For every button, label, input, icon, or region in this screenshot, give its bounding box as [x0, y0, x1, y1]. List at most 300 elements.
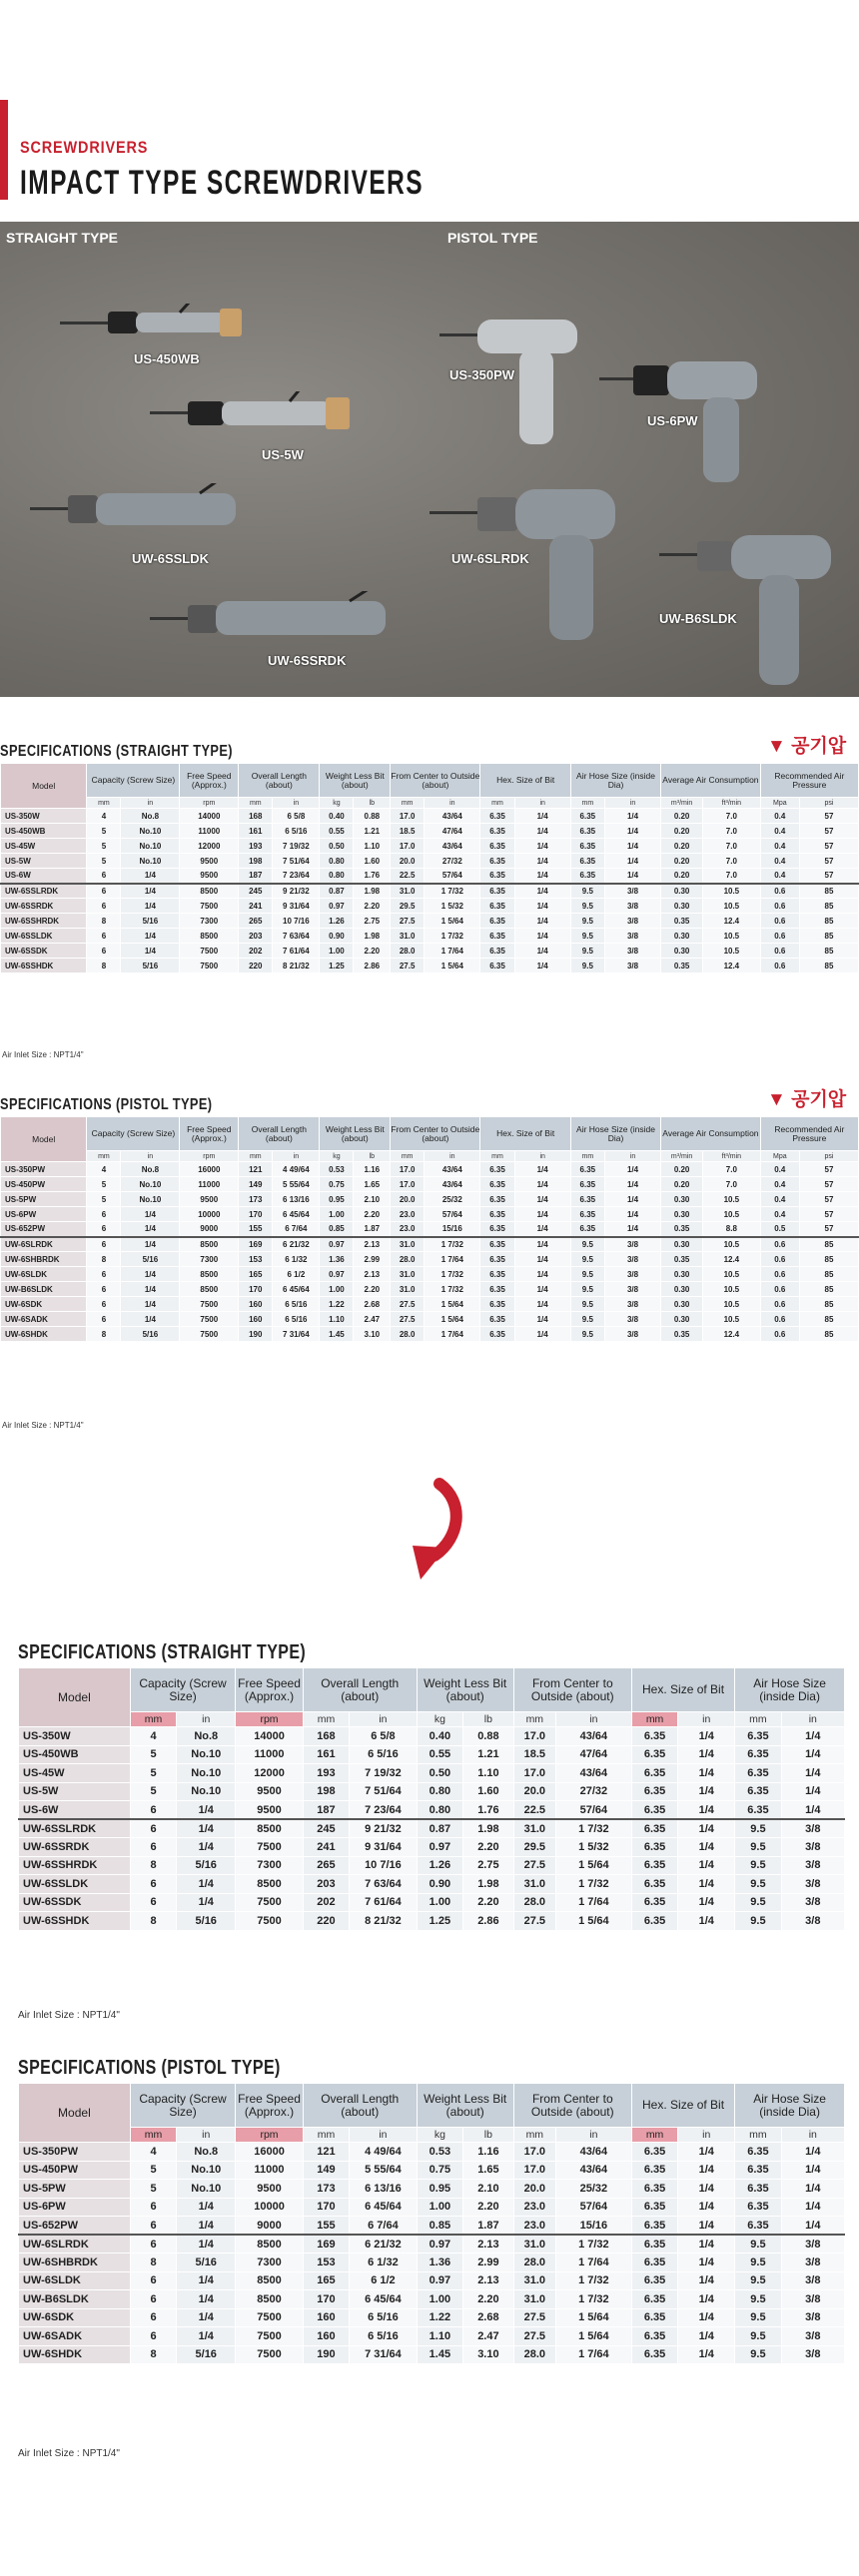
value-cell: 11000: [236, 2161, 304, 2180]
unit-cell: m³/min: [661, 798, 703, 809]
value-cell: 3/8: [781, 2271, 844, 2290]
center-header: From Center to Outside (about): [391, 1117, 480, 1151]
value-cell: 9.5: [735, 1893, 781, 1912]
value-cell: 1/4: [514, 929, 570, 944]
value-cell: 1/4: [121, 1267, 180, 1282]
value-cell: 25/32: [425, 1192, 480, 1207]
model-cell: US-350W: [1, 809, 87, 824]
value-cell: No.10: [121, 839, 180, 854]
hex-header: Hex. Size of Bit: [631, 1668, 734, 1712]
value-cell: 1/4: [514, 839, 570, 854]
value-cell: 43/64: [555, 2161, 631, 2180]
value-cell: 3/8: [781, 1893, 844, 1912]
value-cell: 1.65: [354, 1177, 391, 1192]
unit-cell: mm: [735, 1712, 781, 1727]
value-cell: 15/16: [425, 1222, 480, 1237]
model-cell: UW-6SSLRDK: [1, 884, 87, 899]
value-cell: 1.22: [320, 1297, 354, 1312]
value-cell: 190: [303, 2345, 349, 2364]
value-cell: 6: [130, 2308, 176, 2327]
capacity-header: Capacity (Screw Size): [130, 1668, 235, 1712]
value-cell: 6.35: [480, 839, 514, 854]
model-cell: US-652PW: [19, 2217, 131, 2236]
value-cell: 10.5: [703, 1192, 761, 1207]
value-cell: 1 7/64: [425, 1252, 480, 1267]
value-cell: 160: [239, 1312, 273, 1327]
unit-cell: Mpa: [760, 798, 799, 809]
model-cell: US-6PW: [19, 2198, 131, 2217]
value-cell: 203: [303, 1875, 349, 1894]
value-cell: 7 63/64: [273, 929, 320, 944]
capacity-header: Capacity (Screw Size): [87, 764, 180, 798]
value-cell: 160: [239, 1297, 273, 1312]
value-cell: 1/4: [177, 1875, 236, 1894]
value-cell: 7500: [236, 2327, 304, 2346]
value-cell: 5 55/64: [273, 1177, 320, 1192]
value-cell: 0.88: [463, 1727, 514, 1746]
value-cell: 6: [130, 2235, 176, 2254]
unit-cell: mm: [303, 1712, 349, 1727]
value-cell: 3/8: [781, 1819, 844, 1838]
weight-header: Weight Less Bit (about): [417, 2084, 513, 2128]
value-cell: 0.6: [760, 1237, 799, 1252]
table-row: [1, 899, 859, 914]
value-cell: 18.5: [391, 824, 425, 839]
unit-cell: mm: [513, 2128, 555, 2143]
value-cell: 203: [239, 929, 273, 944]
value-cell: 1/4: [678, 2308, 735, 2327]
value-cell: 6.35: [631, 1912, 677, 1931]
value-cell: 6.35: [631, 2180, 677, 2199]
overall-length-header: Overall Length (about): [303, 2084, 417, 2128]
value-cell: 17.0: [513, 2143, 555, 2162]
model-cell: US-450PW: [19, 2161, 131, 2180]
value-cell: 3/8: [781, 2327, 844, 2346]
value-cell: 0.6: [760, 959, 799, 973]
value-cell: 6 5/8: [350, 1727, 418, 1746]
value-cell: 241: [239, 899, 273, 914]
value-cell: 6.35: [480, 1177, 514, 1192]
value-cell: 43/64: [555, 2143, 631, 2162]
value-cell: 7 31/64: [350, 2345, 418, 2364]
value-cell: 1.87: [354, 1222, 391, 1237]
value-cell: 6.35: [480, 944, 514, 959]
value-cell: 1.25: [417, 1912, 462, 1931]
value-cell: 1.36: [417, 2254, 462, 2272]
value-cell: 1/4: [678, 1819, 735, 1838]
unit-cell: rpm: [236, 2128, 304, 2143]
value-cell: 0.88: [354, 809, 391, 824]
value-cell: 0.53: [417, 2143, 462, 2162]
value-cell: 202: [239, 944, 273, 959]
value-cell: 0.87: [417, 1819, 462, 1838]
value-cell: 27.5: [513, 1912, 555, 1931]
free-speed-header: Free Speed (Approx.): [180, 1117, 239, 1151]
value-cell: 1/4: [678, 1856, 735, 1875]
value-cell: 1/4: [604, 1192, 660, 1207]
unit-cell: mm: [239, 1151, 273, 1162]
us-450wb-tool-image: [60, 304, 260, 343]
value-cell: 27.5: [391, 959, 425, 973]
value-cell: 1/4: [781, 1727, 844, 1746]
unit-cell: ft³/min: [703, 1151, 761, 1162]
table-row: [19, 2271, 845, 2290]
value-cell: 7 23/64: [350, 1801, 418, 1820]
value-cell: 6.35: [631, 1875, 677, 1894]
value-cell: 2.47: [354, 1312, 391, 1327]
value-cell: 2.20: [463, 2198, 514, 2217]
value-cell: 7500: [180, 959, 239, 973]
value-cell: 1/4: [121, 1312, 180, 1327]
value-cell: 1.16: [354, 1162, 391, 1177]
unit-cell: in: [781, 1712, 844, 1727]
value-cell: 10.5: [703, 1237, 761, 1252]
model-cell: UW-6SDK: [1, 1297, 87, 1312]
value-cell: 165: [303, 2271, 349, 2290]
value-cell: 6.35: [735, 2161, 781, 2180]
value-cell: 2.20: [463, 1893, 514, 1912]
value-cell: No.8: [121, 809, 180, 824]
value-cell: 1 7/32: [555, 2290, 631, 2309]
value-cell: 3/8: [781, 2290, 844, 2309]
table-row: [1, 1177, 859, 1192]
unit-cell: mm: [391, 1151, 425, 1162]
value-cell: 57: [799, 1222, 858, 1237]
value-cell: 27.5: [513, 2327, 555, 2346]
value-cell: 5: [87, 1192, 121, 1207]
model-cell: UW-6SLRDK: [19, 2235, 131, 2254]
value-cell: 7.0: [703, 1177, 761, 1192]
value-cell: 1/4: [177, 2217, 236, 2236]
weight-header: Weight Less Bit (about): [320, 764, 391, 798]
value-cell: 1.00: [417, 2198, 462, 2217]
value-cell: 0.87: [320, 884, 354, 899]
value-cell: 6: [130, 1819, 176, 1838]
value-cell: 2.47: [463, 2327, 514, 2346]
value-cell: 6.35: [735, 2198, 781, 2217]
value-cell: 1/4: [781, 1764, 844, 1783]
value-cell: 1/4: [781, 2143, 844, 2162]
value-cell: 6: [87, 899, 121, 914]
unit-cell: mm: [513, 1712, 555, 1727]
value-cell: 85: [799, 1237, 858, 1252]
value-cell: 1/4: [514, 824, 570, 839]
large-pistol-air-inlet-note: Air Inlet Size : NPT1/4": [18, 2448, 120, 2459]
value-cell: 1/4: [514, 959, 570, 973]
value-cell: 6: [87, 1237, 121, 1252]
value-cell: 9.5: [570, 1297, 604, 1312]
value-cell: 168: [303, 1727, 349, 1746]
value-cell: 29.5: [391, 899, 425, 914]
unit-cell: psi: [799, 798, 858, 809]
value-cell: 1/4: [678, 2345, 735, 2364]
value-cell: 1/4: [678, 2327, 735, 2346]
value-cell: 1.98: [354, 929, 391, 944]
value-cell: 161: [239, 824, 273, 839]
value-cell: 9500: [236, 1782, 304, 1801]
value-cell: 28.0: [513, 2345, 555, 2364]
table-row: [19, 1727, 845, 1746]
value-cell: 8: [130, 2254, 176, 2272]
hex-header: Hex. Size of Bit: [480, 1117, 570, 1151]
value-cell: 12.4: [703, 959, 761, 973]
value-cell: 0.80: [320, 854, 354, 869]
value-cell: 7500: [180, 944, 239, 959]
value-cell: 6 1/2: [350, 2271, 418, 2290]
value-cell: 187: [303, 1801, 349, 1820]
value-cell: 5: [87, 839, 121, 854]
value-cell: 6.35: [631, 2143, 677, 2162]
value-cell: 57/64: [555, 2198, 631, 2217]
value-cell: 1/4: [177, 2271, 236, 2290]
value-cell: 1 7/64: [425, 1327, 480, 1342]
model-cell: UW-6SADK: [1, 1312, 87, 1327]
value-cell: 1/4: [678, 2161, 735, 2180]
value-cell: 2.10: [463, 2180, 514, 2199]
value-cell: 3.10: [463, 2345, 514, 2364]
value-cell: 16000: [236, 2143, 304, 2162]
value-cell: 1.10: [354, 839, 391, 854]
value-cell: 14000: [236, 1727, 304, 1746]
model-cell: UW-6SSHDK: [1, 959, 87, 973]
value-cell: 31.0: [513, 1819, 555, 1838]
value-cell: 0.4: [760, 1162, 799, 1177]
table-row: [19, 2308, 845, 2327]
unit-cell: in: [514, 1151, 570, 1162]
value-cell: 7500: [236, 2308, 304, 2327]
overall-length-header: Overall Length (about): [239, 764, 320, 798]
value-cell: 1.21: [354, 824, 391, 839]
value-cell: 20.0: [391, 1192, 425, 1207]
unit-cell: in: [781, 2128, 844, 2143]
value-cell: 17.0: [513, 2161, 555, 2180]
model-cell: US-45W: [1, 839, 87, 854]
value-cell: 3/8: [604, 1252, 660, 1267]
value-cell: 0.85: [417, 2217, 462, 2236]
value-cell: 11000: [236, 1745, 304, 1764]
value-cell: 1.65: [463, 2161, 514, 2180]
hose-header: Air Hose Size (inside Dia): [735, 2084, 845, 2128]
value-cell: 3/8: [781, 1856, 844, 1875]
unit-cell: mm: [570, 1151, 604, 1162]
value-cell: 3/8: [781, 2235, 844, 2254]
value-cell: 6.35: [570, 824, 604, 839]
unit-cell: mm: [631, 2128, 677, 2143]
value-cell: 85: [799, 1297, 858, 1312]
value-cell: 0.97: [417, 1838, 462, 1857]
value-cell: 6.35: [631, 2161, 677, 2180]
value-cell: 0.6: [760, 1297, 799, 1312]
value-cell: 1/4: [604, 1207, 660, 1222]
value-cell: 6: [130, 2271, 176, 2290]
unit-cell: kg: [320, 1151, 354, 1162]
value-cell: 2.99: [463, 2254, 514, 2272]
unit-cell: in: [177, 1712, 236, 1727]
value-cell: 6: [87, 869, 121, 884]
unit-cell: m³/min: [661, 1151, 703, 1162]
model-header: Model: [1, 1117, 87, 1162]
table-row: [19, 2217, 845, 2236]
value-cell: 6 45/64: [273, 1282, 320, 1297]
unit-cell: mm: [480, 1151, 514, 1162]
value-cell: 57: [799, 824, 858, 839]
pistol-type-label: PISTOL TYPE: [447, 230, 538, 246]
value-cell: 1/4: [604, 1222, 660, 1237]
value-cell: 6 5/16: [273, 1297, 320, 1312]
value-cell: 2.13: [354, 1237, 391, 1252]
unit-cell: mm: [130, 2128, 176, 2143]
value-cell: 4 49/64: [273, 1162, 320, 1177]
value-cell: 9.5: [570, 914, 604, 929]
value-cell: 18.5: [513, 1745, 555, 1764]
value-cell: 7300: [236, 1856, 304, 1875]
large-straight-air-inlet-note: Air Inlet Size : NPT1/4": [18, 2010, 120, 2021]
value-cell: 27.5: [391, 1312, 425, 1327]
value-cell: 10 7/16: [350, 1856, 418, 1875]
value-cell: 6.35: [570, 1222, 604, 1237]
model-cell: US-350W: [19, 1727, 131, 1746]
value-cell: 43/64: [555, 1764, 631, 1783]
model-cell: UW-6SHDK: [1, 1327, 87, 1342]
value-cell: 1/4: [177, 2327, 236, 2346]
value-cell: 27.5: [513, 2308, 555, 2327]
value-cell: 28.0: [513, 2254, 555, 2272]
value-cell: 28.0: [391, 1252, 425, 1267]
value-cell: 11000: [180, 1177, 239, 1192]
value-cell: 1/4: [514, 1297, 570, 1312]
value-cell: 20.0: [513, 1782, 555, 1801]
value-cell: 161: [303, 1745, 349, 1764]
value-cell: 8500: [236, 2235, 304, 2254]
table-row: [19, 2143, 845, 2162]
value-cell: 1/4: [678, 1764, 735, 1783]
value-cell: 5/16: [121, 1327, 180, 1342]
value-cell: 31.0: [513, 2271, 555, 2290]
value-cell: 6.35: [480, 1327, 514, 1342]
table-row: [19, 1838, 845, 1857]
value-cell: 0.30: [661, 1207, 703, 1222]
value-cell: 10.5: [703, 1282, 761, 1297]
hex-header: Hex. Size of Bit: [631, 2084, 734, 2128]
value-cell: 10000: [180, 1207, 239, 1222]
value-cell: 6.35: [631, 2271, 677, 2290]
value-cell: 1.00: [417, 2290, 462, 2309]
value-cell: 6.35: [480, 1252, 514, 1267]
value-cell: 20.0: [391, 854, 425, 869]
value-cell: 1.00: [320, 944, 354, 959]
value-cell: 149: [303, 2161, 349, 2180]
value-cell: 0.75: [320, 1177, 354, 1192]
value-cell: 6: [87, 1207, 121, 1222]
value-cell: 0.20: [661, 809, 703, 824]
model-cell: US-350PW: [1, 1162, 87, 1177]
value-cell: 9.5: [735, 1912, 781, 1931]
value-cell: 12.4: [703, 1327, 761, 1342]
value-cell: 0.85: [320, 1222, 354, 1237]
model-header: Model: [1, 764, 87, 809]
value-cell: 1 5/32: [425, 899, 480, 914]
value-cell: 6: [87, 929, 121, 944]
value-cell: 155: [303, 2217, 349, 2236]
value-cell: 0.4: [760, 839, 799, 854]
value-cell: 57/64: [425, 869, 480, 884]
value-cell: 3/8: [604, 899, 660, 914]
value-cell: 198: [239, 854, 273, 869]
value-cell: 6.35: [480, 1237, 514, 1252]
value-cell: 0.55: [320, 824, 354, 839]
value-cell: 1/4: [604, 854, 660, 869]
value-cell: 1.25: [320, 959, 354, 973]
model-cell: UW-6SHBRDK: [1, 1252, 87, 1267]
value-cell: 10.5: [703, 1312, 761, 1327]
value-cell: 173: [239, 1192, 273, 1207]
table-row: [19, 2327, 845, 2346]
value-cell: 6.35: [480, 884, 514, 899]
table-row: [19, 2180, 845, 2199]
model-cell: UW-6SSRDK: [19, 1838, 131, 1857]
weight-header: Weight Less Bit (about): [320, 1117, 391, 1151]
value-cell: 43/64: [425, 1177, 480, 1192]
value-cell: 9000: [236, 2217, 304, 2236]
value-cell: No.10: [177, 2161, 236, 2180]
value-cell: 1/4: [121, 884, 180, 899]
value-cell: 2.13: [463, 2271, 514, 2290]
value-cell: 57: [799, 869, 858, 884]
value-cell: 1.98: [463, 1819, 514, 1838]
value-cell: 6.35: [570, 1192, 604, 1207]
value-cell: 265: [303, 1856, 349, 1875]
value-cell: 245: [303, 1819, 349, 1838]
value-cell: 220: [239, 959, 273, 973]
table-row: [1, 869, 859, 884]
uw-6ssldk-tool-image: [30, 483, 250, 533]
model-cell: UW-6SLDK: [19, 2271, 131, 2290]
value-cell: 170: [239, 1207, 273, 1222]
overall-length-header: Overall Length (about): [239, 1117, 320, 1151]
value-cell: 1.60: [354, 854, 391, 869]
value-cell: No.8: [121, 1162, 180, 1177]
value-cell: 85: [799, 944, 858, 959]
value-cell: 1/4: [514, 854, 570, 869]
model-cell: UW-6SSLDK: [19, 1875, 131, 1894]
value-cell: 31.0: [391, 1267, 425, 1282]
value-cell: 6.35: [735, 2217, 781, 2236]
value-cell: 1.76: [463, 1801, 514, 1820]
value-cell: 1/4: [514, 899, 570, 914]
value-cell: 1/4: [121, 1207, 180, 1222]
value-cell: 3/8: [781, 2254, 844, 2272]
value-cell: 0.75: [417, 2161, 462, 2180]
value-cell: 6.35: [631, 2327, 677, 2346]
value-cell: 0.20: [661, 869, 703, 884]
value-cell: 8500: [180, 929, 239, 944]
value-cell: 9.5: [570, 1312, 604, 1327]
value-cell: 1/4: [678, 1838, 735, 1857]
value-cell: 0.95: [417, 2180, 462, 2199]
value-cell: 6: [87, 1297, 121, 1312]
value-cell: 1/4: [121, 1237, 180, 1252]
model-cell: US-6W: [1, 869, 87, 884]
capacity-header: Capacity (Screw Size): [130, 2084, 235, 2128]
unit-cell: kg: [417, 2128, 462, 2143]
value-cell: 0.30: [661, 1267, 703, 1282]
value-cell: 7500: [236, 1838, 304, 1857]
value-cell: 0.80: [417, 1782, 462, 1801]
value-cell: 0.4: [760, 1192, 799, 1207]
value-cell: 9 31/64: [350, 1838, 418, 1857]
value-cell: 1/4: [604, 824, 660, 839]
value-cell: 10.5: [703, 1267, 761, 1282]
